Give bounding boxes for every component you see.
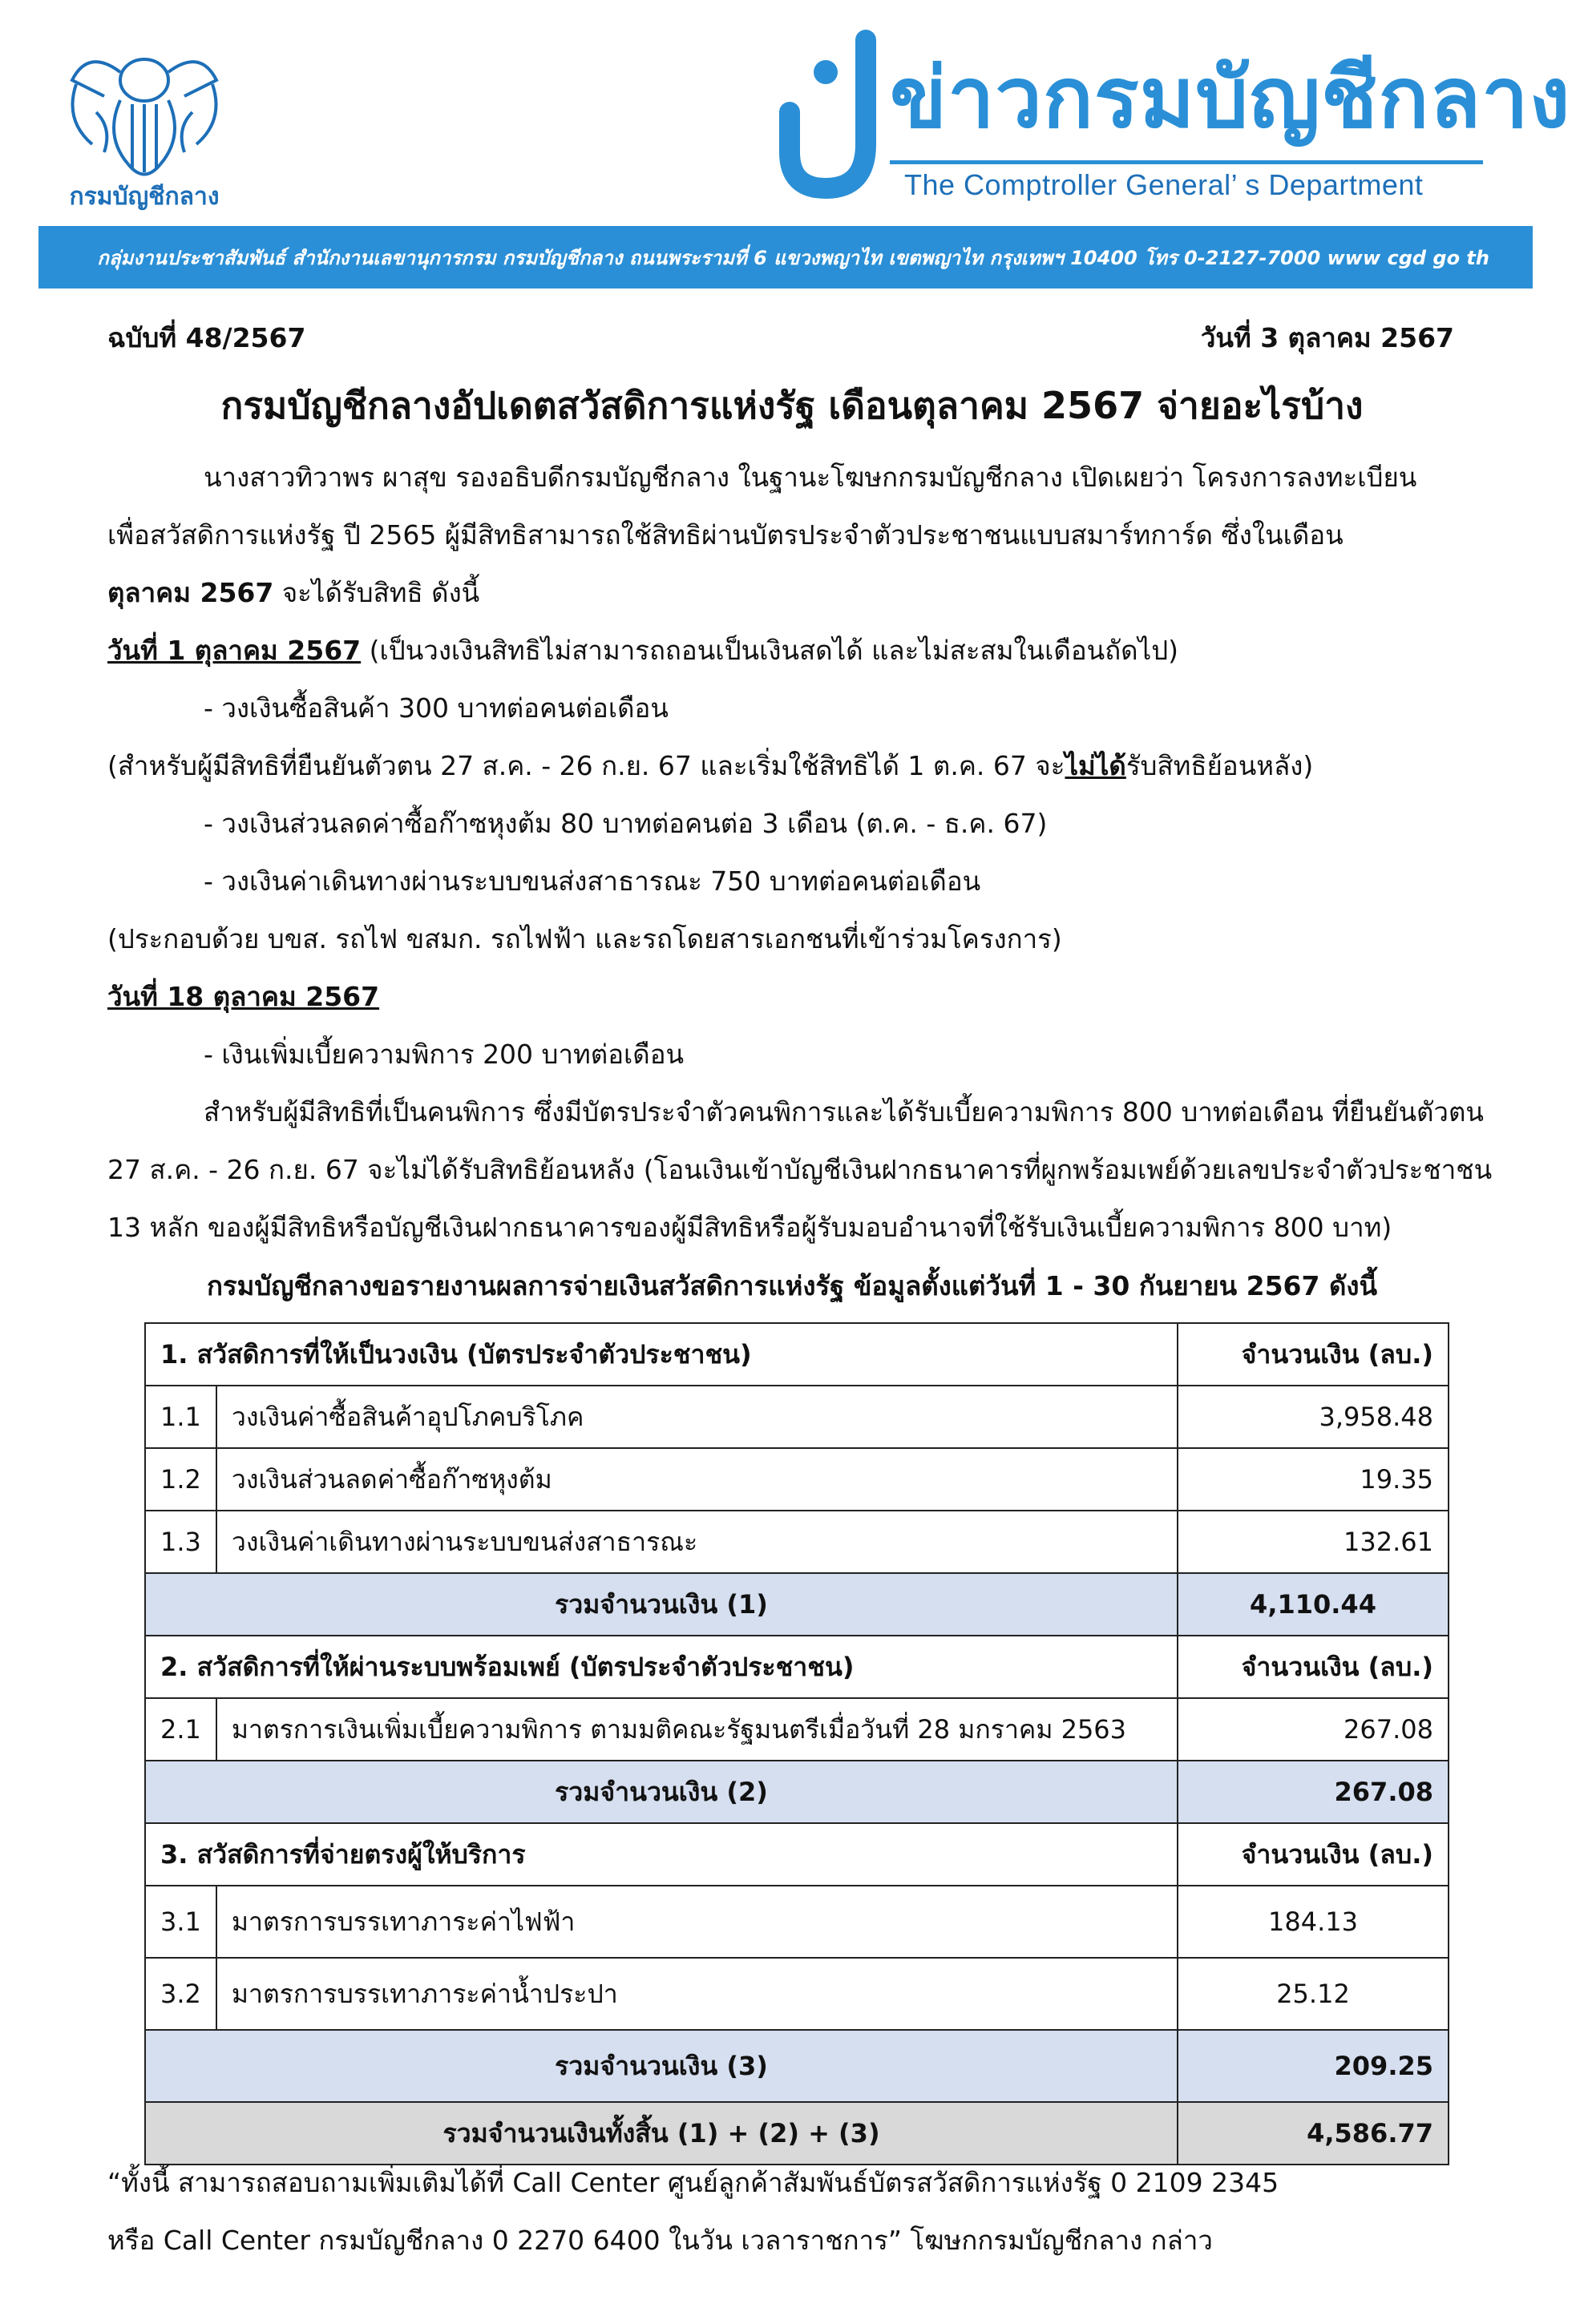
row-index: 1.2 — [145, 1448, 216, 1511]
date1-line — [107, 622, 1454, 680]
subtotal-row — [145, 1761, 1449, 1823]
row-amount: 267.08 — [1178, 1698, 1449, 1761]
subtotal-label: รวมจำนวนเงิน (2) — [145, 1761, 1178, 1823]
row-index: 1.1 — [145, 1386, 216, 1448]
row-amount: 3,958.48 — [1178, 1386, 1449, 1448]
section-title: 2. สวัสดิการที่ให้ผ่านระบบพร้อมเพย์ (บัตรประจำตัวประชาชน) — [145, 1636, 1178, 1698]
row-label: วงเงินส่วนลดค่าซื้อก๊าซหุงต้ม — [216, 1448, 1178, 1511]
brand-title: ข่าวกรมบัญชีกลาง — [890, 49, 1571, 147]
goods-note-b: ไม่ได้ — [1065, 750, 1126, 781]
table-row — [145, 1448, 1449, 1511]
table-row — [145, 1511, 1449, 1573]
row-label: วงเงินค่าซื้อสินค้าอุปโภคบริโภค — [216, 1386, 1178, 1448]
footer-line-2: หรือ Call Center กรมบัญชีกลาง 0 2270 6400 ในวัน เวลาราชการ” โฆษกกรมบัญชีกลาง กล่าว — [107, 2225, 1213, 2256]
contact-bar — [38, 226, 1533, 288]
subtotal-row — [145, 1573, 1449, 1636]
subtotal-amount: 267.08 — [1178, 1761, 1449, 1823]
item-goods: - วงเงินซื้อสินค้า 300 บาทต่อคนต่อเดือน — [204, 692, 669, 724]
table-row — [145, 1958, 1449, 2030]
row-label: วงเงินค่าเดินทางผ่านระบบขนส่งสาธารณะ — [216, 1511, 1178, 1573]
cgd-garuda-logo — [56, 24, 232, 216]
footer-line-1: “ทั้งนี้ สามารถสอบถามเพิ่มเติมได้ที่ Call Center ศูนย์ลูกค้าสัมพันธ์บัตรสวัสดิการแห่งรัฐ 0 2109 2345 — [107, 2167, 1279, 2198]
intro-line-2: เพื่อสวัสดิการแห่งรัฐ ปี 2565 ผู้มีสิทธิสามารถใช้สิทธิผ่านบัตรประจำตัวประชาชนแบบสมาร์ทการ์ด ซึ่งในเดือน — [107, 519, 1344, 551]
brand-divider — [890, 160, 1483, 164]
table-row — [145, 1886, 1449, 1958]
transport-note: (ประกอบด้วย บขส. รถไฟ ขสมก. รถไฟฟ้า และรถโดยสารเอกชนที่เข้าร่วมโครงการ) — [107, 923, 1062, 954]
row-amount: 25.12 — [1178, 1958, 1449, 2030]
disability-line-2: 27 ส.ค. - 26 ก.ย. 67 จะไม่ได้รับสิทธิย้อนหลัง (โอนเงินเข้าบัญชีเงินฝากธนาคารที่ผูกพร้อมเพย์ด้วยเลขประจำตัวประชาชน — [107, 1154, 1493, 1185]
grand-total-label: รวมจำนวนเงินทั้งสิ้น (1) + (2) + (3) — [145, 2102, 1178, 2165]
disability-line-1: สำหรับผู้มีสิทธิที่เป็นคนพิการ ซึ่งมีบัตรประจำตัวคนพิการและได้รับเบี้ยความพิการ 800 บาทต่อเดือน ที่ยืนยันตัวตน — [204, 1096, 1484, 1128]
date2-line — [107, 968, 1454, 1026]
grand-total-amount: 4,586.77 — [1178, 2102, 1449, 2165]
row-amount: 184.13 — [1178, 1886, 1449, 1958]
section-title: 1. สวัสดิการที่ให้เป็นวงเงิน (บัตรประจำตัวประชาชน) — [145, 1323, 1178, 1386]
disability-line-3: 13 หลัก ของผู้มีสิทธิหรือบัญชีเงินฝากธนาคารของผู้มีสิทธิหรือผู้รับมอบอำนาจที่ใช้รับเงินเบี้ยความพิการ 800 บาท) — [107, 1212, 1392, 1243]
table-row — [145, 1386, 1449, 1448]
date1-label: วันที่ 1 ตุลาคม 2567 — [107, 635, 362, 666]
table-caption: กรมบัญชีกลางขอรายงานผลการจ่ายเงินสวัสดิการแห่งรัฐ ข้อมูลตั้งแต่วันที่ 1 - 30 กันยายน 2567 ดังนี้ — [206, 1270, 1378, 1301]
row-index: 1.3 — [145, 1511, 216, 1573]
garuda-emblem-icon — [56, 24, 232, 216]
page-title: กรมบัญชีกลางอัปเดตสวัสดิการแห่งรัฐ เดือนตุลาคม 2567 จ่ายอะไรบ้าง — [220, 384, 1364, 427]
row-index: 2.1 — [145, 1698, 216, 1761]
brand-subtitle: The Comptroller General’ s Department — [904, 168, 1424, 201]
item-disability: - เงินเพิ่มเบี้ยความพิการ 200 บาทต่อเดือน — [204, 1039, 685, 1070]
press-release-body — [107, 449, 1493, 1257]
brand-banner — [770, 24, 1571, 216]
issue-date: วันที่ 3 ตุลาคม 2567 — [1200, 322, 1454, 353]
intro-line-1: นางสาวทิวาพร ผาสุข รองอธิบดีกรมบัญชีกลาง ในฐานะโฆษกกรมบัญชีกลาง เปิดเผยว่า โครงการลงทะเบียน — [204, 462, 1417, 493]
contact-bar-text: กลุ่มงานประชาสัมพันธ์ สำนักงานเลขานุการกรม กรมบัญชีกลาง ถนนพระรามที่ 6 แขวงพญาไท เขตพญาไท กรุงเทพฯ 10400 โทร 0-2127-7000 www cgd go th — [97, 246, 1489, 269]
issue-number: ฉบับที่ 48/2567 — [107, 322, 306, 353]
intro-line-3 — [107, 564, 1454, 622]
row-amount: 19.35 — [1178, 1448, 1449, 1511]
row-index: 3.2 — [145, 1958, 216, 2030]
row-label: มาตรการบรรเทาภาระค่าไฟฟ้า — [216, 1886, 1178, 1958]
row-amount: 132.61 — [1178, 1511, 1449, 1573]
section-header-row — [145, 1323, 1449, 1386]
subtotal-label: รวมจำนวนเงิน (1) — [145, 1573, 1178, 1636]
closing-quote — [107, 2154, 1470, 2270]
row-label: มาตรการบรรเทาภาระค่าน้ำประปา — [216, 1958, 1178, 2030]
row-label: มาตรการเงินเพิ่มเบี้ยความพิการ ตามมติคณะรัฐมนตรีเมื่อวันที่ 28 มกราคม 2563 — [216, 1698, 1178, 1761]
goods-note — [107, 737, 1454, 795]
table-row — [145, 1698, 1449, 1761]
item-transport: - วงเงินค่าเดินทางผ่านระบบขนส่งสาธารณะ 750 บาทต่อคนต่อเดือน — [204, 865, 981, 897]
amount-header: จำนวนเงิน (ลบ.) — [1178, 1323, 1449, 1386]
amount-header: จำนวนเงิน (ลบ.) — [1178, 1636, 1449, 1698]
logo-text: กรมบัญชีกลาง — [69, 183, 220, 211]
goods-note-a: (สำหรับผู้มีสิทธิที่ยืนยันตัวตน 27 ส.ค. - 26 ก.ย. 67 และเริ่มใช้สิทธิได้ 1 ต.ค. 67 จะ — [107, 750, 1065, 781]
date1-note: (เป็นวงเงินสิทธิไม่สามารถถอนเป็นเงินสดได้ และไม่สะสมในเดือนถัดไป) — [361, 635, 1179, 666]
subtotal-label: รวมจำนวนเงิน (3) — [145, 2030, 1178, 2102]
intro-month: ตุลาคม 2567 — [107, 577, 274, 608]
amount-header: จำนวนเงิน (ลบ.) — [1178, 1823, 1449, 1886]
goods-note-c: รับสิทธิย้อนหลัง) — [1125, 750, 1314, 781]
row-index: 3.1 — [145, 1886, 216, 1958]
subtotal-amount: 209.25 — [1178, 2030, 1449, 2102]
item-gas: - วงเงินส่วนลดค่าซื้อก๊าซหุงต้ม 80 บาทต่อคนต่อ 3 เดือน (ต.ค. - ธ.ค. 67) — [204, 808, 1048, 839]
welfare-payment-table — [144, 1322, 1449, 2165]
subtotal-row — [145, 2030, 1449, 2102]
section-header-row — [145, 1636, 1449, 1698]
section-header-row — [145, 1823, 1449, 1886]
subtotal-amount: 4,110.44 — [1178, 1573, 1449, 1636]
section-title: 3. สวัสดิการที่จ่ายตรงผู้ให้บริการ — [145, 1823, 1178, 1886]
date2-label: วันที่ 18 ตุลาคม 2567 — [107, 981, 380, 1012]
intro-rest: จะได้รับสิทธิ ดังนี้ — [273, 577, 480, 608]
